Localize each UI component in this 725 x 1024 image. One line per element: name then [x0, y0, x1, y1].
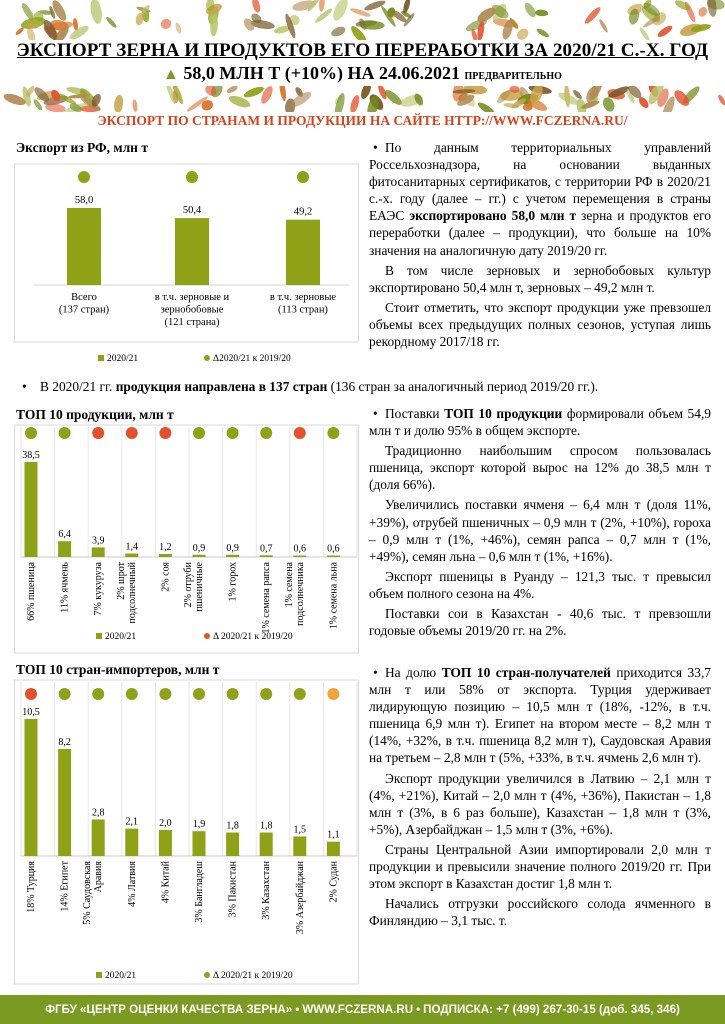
legend-marker — [204, 972, 210, 978]
paragraph: Стоит отметить, что экспорт продукции уже превзошел объемы всех предыдущих полных сезонов, уступая лишь рекордному 2017/18 гг. — [369, 299, 711, 350]
category-label: 66% пшеница — [26, 562, 37, 621]
leaf-shape — [174, 22, 182, 35]
bar — [226, 833, 239, 856]
legend-label: Δ 2020/21 к 2019/20 — [213, 632, 293, 642]
change-indicator — [92, 688, 104, 700]
legend-label: Δ2020/21 к 2019/20 — [213, 354, 291, 364]
leaf-shape — [656, 24, 674, 39]
data-label: 0,9 — [192, 542, 206, 554]
leaf-shape — [278, 86, 287, 102]
footer-site-link[interactable]: WWW.FCZERNA.RU — [302, 1003, 414, 1016]
leaf-shape — [132, 99, 138, 112]
leaf-shape — [314, 7, 334, 25]
category-label: Аравия — [93, 861, 105, 893]
data-label: 0,6 — [293, 543, 307, 555]
paragraph: Экспорт продукции увеличился в Латвию – 2,1 млн т (4%, +21%), Китай – 2,0 млн т (4%, +36%), Пакистан – 1,8 млн т (3%, в 6 раз больше), Казахстан – 1,8 млн т (3%, +5%), Азербайджан – 1,5 млн т (3%, +6%). — [369, 770, 711, 837]
decorative-leaf-banner-middle — [0, 86, 725, 112]
legend-swatch — [98, 355, 104, 361]
category-label: 11% ячмень — [59, 562, 71, 613]
text-block-export: • По данным территориальных управлений Россельхознадзора, на основании выданных фитосанитарных сертификатов, с территории РФ в 2020/21 с.-х. году (далее – гг.) с учетом перемещения в страны ЕАЭС экспортировано 58,0 млн т зерна и продуктов его переработки (далее – продукции), что больше на 10% значения на аналогичную дату 2019/20 гг. В том числе зерновых и зернобобовых культур экспортировано 50,4 млн т, зерновых – 49,2 млн т. Стоит отметить, что экспорт продукции уже превзошел объемы всех предыдущих полных сезонов, уступая лишь рекордному 2017/18 гг. — [369, 140, 711, 350]
category-label: в т.ч. зерновые — [269, 292, 337, 303]
change-indicator — [227, 688, 239, 700]
change-indicator — [327, 427, 339, 439]
data-label: 2,0 — [159, 817, 172, 829]
category-label: (137 стран) — [58, 304, 110, 316]
data-label: 1,8 — [226, 820, 239, 832]
paragraph: Традиционно наибольшим спросом пользовалась пшеница, экспорт которой вырос на 12% до 38,5 млн т (доля 66%). — [369, 443, 711, 493]
legend-label: 2020/21 — [105, 971, 137, 981]
legend-marker — [204, 633, 210, 639]
bar — [175, 218, 209, 285]
data-label: 1,9 — [192, 819, 206, 831]
countries-summary: • В 2020/21 гг. продукция направлена в 137 стран (136 стран за аналогичный период 2019/20 гг.). — [22, 379, 599, 394]
category-label: 18% Турция — [26, 861, 37, 913]
bar — [286, 220, 320, 285]
category-label: (121 страна) — [164, 317, 220, 328]
category-label: 3% Азербайджан — [294, 861, 306, 935]
legend-label: Δ 2020/21 к 2019/20 — [213, 971, 293, 981]
category-label: 5% Саудовская — [82, 861, 94, 925]
category-label: 7% кукуруза — [93, 562, 105, 616]
category-label: 1% горох — [227, 562, 239, 602]
leaf-shape — [717, 94, 725, 106]
change-indicator — [92, 427, 104, 439]
paragraph: Экспорт пшеницы в Руанду – 121,3 тыс. т превысил объем полного сезона на 4%. — [369, 568, 711, 601]
data-label: 58,0 — [74, 195, 94, 206]
data-label: 0,7 — [259, 543, 273, 555]
bar — [25, 719, 38, 856]
data-label: 8,2 — [58, 737, 71, 749]
leaf-shape — [318, 0, 325, 12]
data-label: 0,9 — [226, 542, 239, 554]
category-label: 1% семена рапса — [261, 562, 273, 634]
leaf-shape — [32, 98, 44, 112]
paragraph: Поставки сои в Казахстан - 40,6 тыс. т превзошли годовые объемы 2019/20 гг. на 2%. — [369, 606, 711, 639]
data-label: 1,1 — [327, 829, 340, 841]
up-triangle-icon: ▲ — [163, 66, 179, 83]
change-indicator — [297, 171, 309, 183]
export-chart — [14, 134, 360, 374]
leaf-shape — [598, 18, 609, 33]
chart-title: Экспорт из РФ, млн т — [16, 140, 148, 155]
category-label: 2% шрот — [115, 562, 127, 600]
change-indicator — [227, 427, 239, 439]
leaf-shape — [523, 1, 538, 19]
data-label: 3,9 — [91, 535, 105, 547]
legend-swatch — [96, 972, 102, 978]
leaf-shape — [251, 0, 262, 14]
change-indicator — [59, 688, 71, 700]
leaf-shape — [697, 5, 709, 18]
bar — [92, 819, 105, 856]
bar — [260, 833, 273, 856]
data-label: 10,5 — [22, 707, 40, 718]
change-indicator — [159, 688, 171, 700]
change-indicator — [78, 171, 90, 183]
footer-subscribe: ПОДПИСКА: +7 (499) 267-30-15 (доб. 345, 346) — [423, 1003, 680, 1016]
paragraph: В том числе зерновых и зернобобовых культур экспортировано 50,4 млн т, зерновых – 49,2 млн т. — [369, 262, 711, 295]
change-indicator — [294, 688, 306, 700]
bar — [293, 836, 306, 856]
bar — [193, 555, 206, 557]
bar — [25, 462, 38, 557]
bar — [327, 556, 340, 558]
leaf-shape — [638, 26, 651, 40]
category-label: в т.ч. зерновые и — [154, 292, 230, 303]
change-indicator — [294, 427, 306, 439]
decorative-leaf-banner-top — [0, 0, 725, 40]
leaf-shape — [159, 17, 173, 31]
category-label: (113 стран) — [278, 304, 328, 316]
headline — [0, 63, 725, 84]
chart-title: ТОП 10 стран-импортеров, млн т — [16, 662, 220, 677]
leaf-shape — [349, 94, 362, 112]
bar — [58, 749, 71, 856]
data-label: 6,4 — [58, 529, 71, 541]
change-indicator — [186, 171, 198, 183]
category-label: 2% Судан — [328, 861, 340, 903]
change-indicator — [25, 688, 37, 700]
legend-label: 2020/21 — [105, 632, 137, 642]
legend-label: 2020/21 — [107, 354, 139, 364]
bar — [67, 208, 101, 285]
leaf-shape — [113, 94, 124, 112]
bar — [58, 541, 71, 557]
chart-title: ТОП 10 продукции, млн т — [16, 407, 174, 422]
change-indicator — [193, 688, 205, 700]
footer-bar: ФГБУ «ЦЕНТР ОЦЕНКИ КАЧЕСТВА ЗЕРНА» • WWW.FCZERNA.RU • ПОДПИСКА: +7 (499) 267-30-15 (доб. 345, 346) — [0, 995, 725, 1024]
leaf-shape — [583, 5, 603, 25]
category-label: подсолнечный — [126, 562, 138, 624]
bar — [193, 831, 206, 856]
paragraph: Страны Центральной Азии импортировали 2,0 млн т продукции и превысили значение полного 2019/20 гг. При этом экспорт в Казахстан достиг 1,8 млн т. — [369, 841, 711, 892]
footer-org: ФГБУ «ЦЕНТР ОЦЕНКИ КАЧЕСТВА ЗЕРНА» — [45, 1003, 293, 1016]
bar — [293, 556, 306, 558]
site-link-line[interactable]: ЭКСПОРТ ПО СТРАНАМ И ПРОДУКЦИИ НА САЙТЕ HTTP://WWW.FCZERNA.RU/ — [97, 113, 628, 128]
leaf-shape — [330, 0, 350, 23]
change-indicator — [25, 427, 37, 439]
category-label: 2% соя — [160, 562, 172, 592]
headline-note: ПРЕДВАРИТЕЛЬНО — [464, 71, 562, 82]
data-label: 1,5 — [293, 824, 307, 836]
leaf-shape — [226, 86, 239, 94]
legend-swatch — [96, 633, 102, 639]
leaf-shape — [330, 25, 347, 38]
data-label: 2,1 — [125, 816, 139, 828]
category-label: 3% Пакистан — [227, 861, 239, 918]
bar — [159, 830, 172, 856]
change-indicator — [59, 427, 71, 439]
category-label: зернобобовые — [160, 304, 224, 316]
leaf-shape — [476, 100, 496, 112]
category-label: 1% семена — [283, 562, 295, 608]
leaf-shape — [535, 27, 550, 39]
bar — [327, 842, 340, 856]
category-label: 4% Латвия — [126, 861, 138, 907]
headline-value: 58,0 МЛН Т (+10%) НА 24.06.2021 — [183, 63, 461, 83]
data-label: 1,2 — [159, 542, 172, 554]
leaf-shape — [89, 0, 104, 25]
category-label: пшеничные — [194, 562, 205, 612]
bar — [125, 554, 138, 557]
bar — [92, 547, 105, 557]
category-label: 14% Египет — [59, 861, 71, 912]
top10-products-chart — [14, 403, 360, 655]
data-label: 1,8 — [259, 820, 273, 832]
category-label: 3% Казахстан — [261, 861, 273, 920]
change-indicator — [159, 427, 171, 439]
change-indicator — [260, 688, 272, 700]
category-label: 4% Китай — [160, 861, 172, 904]
data-label: 50,4 — [182, 205, 202, 217]
change-indicator — [193, 427, 205, 439]
data-label: 2,8 — [91, 807, 105, 819]
change-indicator — [327, 688, 339, 700]
bar — [260, 555, 273, 557]
bar — [159, 554, 172, 557]
leaf-shape — [105, 16, 118, 29]
category-label: 1% семена льна — [328, 562, 340, 630]
bar — [125, 829, 138, 856]
bar — [226, 555, 239, 557]
legend-marker — [204, 355, 210, 361]
data-label: 49,2 — [293, 206, 313, 218]
top10-importers-chart — [14, 658, 360, 988]
leaf-shape — [535, 9, 549, 16]
change-indicator — [260, 427, 272, 439]
category-label: подсолнечника — [294, 562, 306, 626]
category-label: 2% отруби — [183, 562, 194, 608]
data-label: 0,6 — [327, 543, 340, 555]
paragraph: Начались отгрузки российского солода ячменного в Финляндию – 3,1 тыс. т. — [369, 896, 711, 929]
text-block-importers: • На долю ТОП 10 стран-получателей приходится 33,7 млн т или 58% от экспорта. Турция удерживает лидирующую позицию – 10,5 млн т (18%, -12%, в т.ч. пшеница 6,9 млн т). Египет на втором месте – 8,2 млн т (14%, +32%, в т.ч. пшеница 8,2 млн т), Саудовская Аравия на третьем – 2,8 млн т (5%, +33%, в т.ч. ячмень 2,6 млн т). Экспорт продукции увеличился в Латвию – 2,1 млн т (4%, +21%), Китай – 2,0 млн т (4%, +36%), Пакистан – 1,8 млн т (3%, в 6 раз больше), Казахстан – 1,8 млн т (3%, +5%), Азербайджан – 1,5 млн т (3%, +6%). Страны Центральной Азии импортировали 2,0 млн т продукции и превысили значение полного 2019/20 гг. При этом экспорт в Казахстан достиг 1,8 млн т. Начались отгрузки российского солода ячменного в Финляндию – 3,1 тыс. т. — [369, 665, 711, 929]
text-block-products: • Поставки ТОП 10 продукции формировали объем 54,9 млн т и долю 95% в общем экспорте. Традиционно наибольшим спросом пользовалась пшеница, экспорт которой вырос на 12% до 38,5 млн т (доля 66%). Увеличились поставки ячменя – 6,4 млн т (доля 11%, +39%), отрубей пшеничных – 0,9 млн т (2%, +10%), гороха – 0,9 млн т (1%, +46%), семян рапса – 0,7 млн т (1%, +49%), семян льна – 0,6 млн т (1%, +16%). Экспорт пшеницы в Руанду – 121,3 тыс. т превысил объем полного сезона на 4%. Поставки сои в Казахстан - 40,6 тыс. т превзошли годовые объемы 2019/20 гг. на 2%. — [369, 406, 711, 639]
category-label: 3% Бангладеш — [194, 861, 205, 923]
category-label: Всего — [71, 292, 97, 303]
paragraph: Увеличились поставки ячменя – 6,4 млн т (доля 11%, +39%), отрубей пшеничных – 0,9 млн т (2%, +10%), гороха – 0,9 млн т (1%, +46%), семян рапса – 0,7 млн т (1%, +49%), семян льна – 0,6 млн т (1%, +16%). — [369, 497, 711, 564]
data-label: 1,4 — [125, 541, 139, 553]
change-indicator — [126, 688, 138, 700]
change-indicator — [126, 427, 138, 439]
page-title: ЭКСПОРТ ЗЕРНА И ПРОДУКТОВ ЕГО ПЕРЕРАБОТКИ ЗА 2020/21 С.-Х. ГОД — [16, 40, 709, 61]
data-label: 38,5 — [22, 450, 40, 461]
